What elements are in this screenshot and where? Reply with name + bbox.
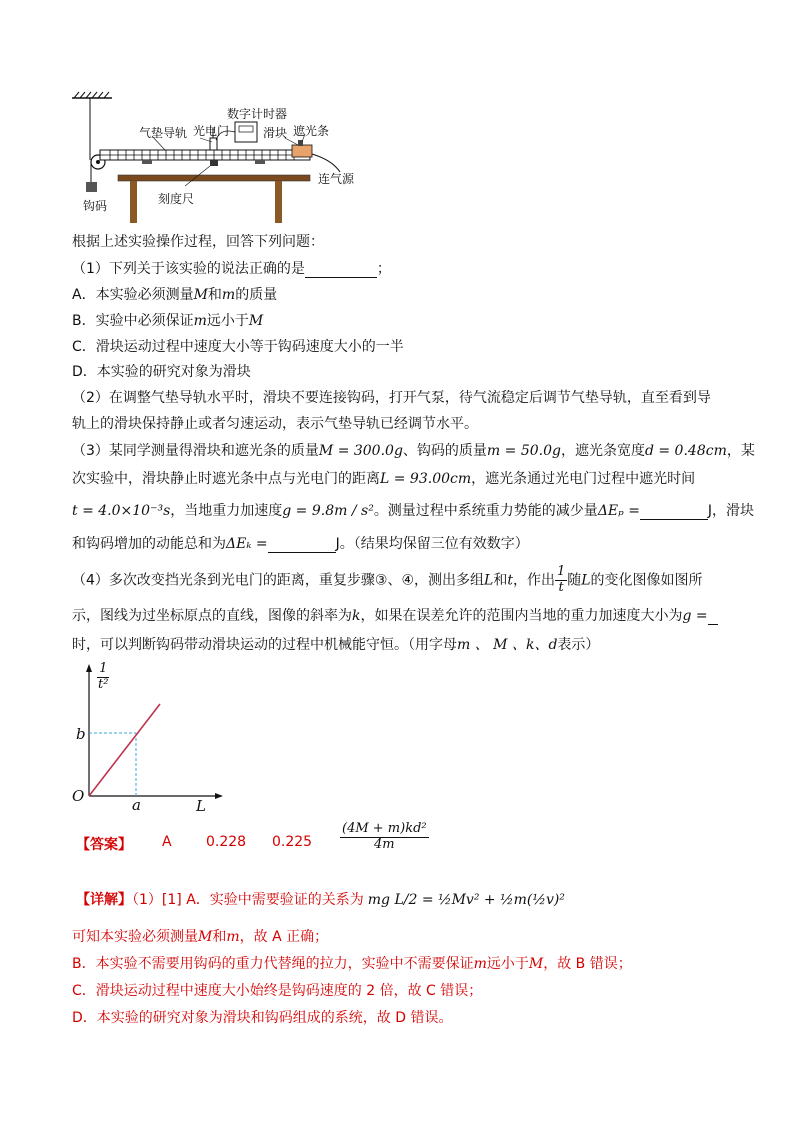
q3-blank-ek[interactable]: [268, 536, 336, 553]
answer-3: 0.225: [272, 834, 313, 850]
answer-label: 【答案】: [76, 837, 132, 853]
q4-blank[interactable]: [708, 608, 718, 625]
label-weight: 钩码: [83, 199, 108, 213]
q1-option-a: A．本实验必须测量M和m的质量: [72, 287, 278, 303]
q2-line1: （2）在调整气垫导轨水平时，滑块不要连接钩码，打开气泵，待气流稳定后调节气垫导轨，直至看到导: [72, 390, 711, 406]
graph-b-label: b: [76, 725, 86, 743]
label-air: 连气源: [318, 172, 355, 186]
q3-line3: t = 4.0×10⁻³s，当地重力加速度g = 9.8m / s²。测量过程中系统重力势能的减少量ΔEₚ = J，滑块: [72, 503, 755, 519]
q1-option-d: D．本实验的研究对象为滑块: [72, 364, 251, 380]
label-gate: 光电门: [193, 124, 230, 138]
graph-x-label: L: [196, 797, 206, 815]
q3-line4: 和钩码增加的动能总和为ΔEₖ = J。（结果均保留三位有效数字）: [72, 536, 529, 552]
label-track: 气垫导轨: [139, 126, 188, 140]
label-ruler: 刻度尺: [158, 192, 195, 206]
q3-line1: （3）某同学测量得滑块和遮光条的质量M = 300.0g、钩码的质量m = 50.0g，遮光条宽度d = 0.48cm，某: [72, 443, 755, 459]
fit-line: [89, 704, 160, 796]
hook-weight: [86, 182, 97, 192]
graph-a-label: a: [132, 796, 141, 814]
q3-line2: 次实验中，滑块静止时遮光条中点与光电门的距离L = 93.00cm，遮光条通过光电门过程中遮光时间: [72, 471, 696, 487]
slider-block: [292, 145, 312, 157]
q2-line2: 轨上的滑块保持静止或者匀速运动，表示气垫导轨已经调节水平。: [72, 416, 478, 432]
detail-line1: 【详解】（1）[1] A．实验中需要验证的关系为 mg L/2 = ½Mv² + ½m(½v)²: [76, 892, 565, 908]
q4-line2: 示，图线为过坐标原点的直线，图像的斜率为k，如果在误差允许的范围内当地的重力加速度大小为g =: [72, 605, 718, 625]
q1-blank[interactable]: [305, 261, 377, 278]
q4-line3: 时，可以判断钩码带动滑块运动的过程中机械能守恒。（用字母m 、 M 、k、d表示）: [72, 637, 600, 653]
graph-y-label: $\frac{1}{\text{t²}}$: [98, 661, 109, 692]
answer-1: A: [162, 834, 172, 850]
detail-line4: C．滑块运动过程中速度大小始终是钩码速度的 2 倍，故 C 错误；: [72, 983, 483, 999]
label-timer: 数字计时器: [227, 107, 288, 121]
detail-equation: mg L/2 = ½Mv² + ½m(½v)²: [367, 892, 565, 908]
q1-option-b: B．实验中必须保证m远小于M: [72, 313, 264, 329]
answer-4: $\frac{\text{(4M + m)kd²}}{4m}$: [342, 821, 427, 852]
detail-line3: B．本实验不需要用钩码的重力代替绳的拉力，实验中不需要保证m远小于M，故 B 错误；: [72, 956, 632, 972]
graph-origin-label: O: [72, 787, 85, 805]
label-shade: 遮光条: [293, 124, 330, 138]
label-slider: 滑块: [263, 126, 288, 140]
q4-fraction: $\frac{1}{t}$: [556, 564, 566, 595]
detail-line5: D．本实验的研究对象为滑块和钩码组成的系统，故 D 错误。: [72, 1010, 453, 1026]
intro-text: 根据上述实验操作过程，回答下列问题：: [72, 234, 324, 250]
detail-line2: 可知本实验必须测量M和m，故 A 正确；: [72, 929, 329, 945]
q3-blank-ep[interactable]: [640, 503, 708, 520]
answer-2: 0.228: [206, 834, 247, 850]
q1-stem: （1）下列关于该实验的说法正确的是 ；: [72, 261, 391, 277]
q1-option-c: C．滑块运动过程中速度大小等于钩码速度大小的一半: [72, 339, 404, 355]
q4-line1: （4）多次改变挡光条到光电门的距离，重复步骤③、④，测出多组L和t，作出 $\frac{1}{t}$ 随L的变化图像如图所: [72, 564, 703, 595]
apparatus-figure: [70, 90, 370, 225]
